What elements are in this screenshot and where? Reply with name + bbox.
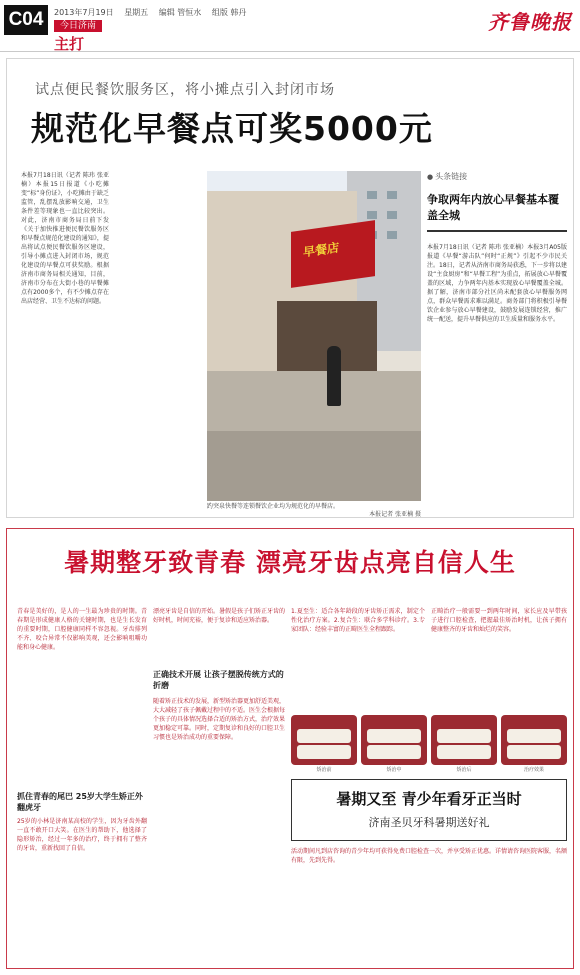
teeth-photo: [361, 715, 427, 765]
teeth-caption: 矫治后: [456, 767, 472, 773]
newspaper-logo: 齐鲁晚报: [488, 10, 572, 34]
teeth-caption: 矫治中: [386, 767, 402, 773]
photo-caption: [207, 503, 421, 519]
ad-column-2b: 随着矫正技术的发展，新型矫治器更加舒适美观，大大减轻了孩子佩戴过程中的不适。医生会根据每个孩子的具体情况选择合适的矫治方式，治疗效果更加稳定可靠。同时，定期复诊和良好的口腔卫生习惯也是矫治成功的重要保障。: [153, 698, 285, 741]
sidebar-divider: [427, 230, 567, 232]
editor-credit: 编辑 管恒水: [158, 8, 202, 17]
photo-shop-sign-text: 早餐店: [303, 240, 340, 260]
promo-body: 活动期间凡到店咨询的青少年均可获得免费口腔检查一次，并享受矫正优惠。详情请咨询医院客服，名额有限，先到先得。: [291, 848, 567, 864]
teeth-photo: [431, 715, 497, 765]
photo-credit: 本报记者 张亚楠 摄: [369, 511, 421, 518]
photo-window: [387, 211, 397, 219]
masthead: [0, 0, 580, 52]
caption-text: 趵突泉快餐等连锁餐饮企业均为规范化的早餐店。: [207, 503, 340, 510]
issue-date: 2013年7月19日: [54, 8, 114, 17]
ad-column-3: 1.夏至生：适合各年龄段的牙齿矫正需求，制定个性化治疗方案。2.复合生：联合多学科诊疗。3.专家团队：经验丰富的正畸医生全程跟踪。: [291, 608, 425, 633]
ad-subhead-1: 抓住青春的尾巴 25岁大学生矫正外翻虎牙: [17, 792, 143, 812]
story-headline: 规范化早餐点可奖5000元: [31, 109, 433, 148]
section-name: 主打: [54, 35, 85, 53]
issue-meta: [54, 7, 254, 18]
dental-advertorial: [6, 528, 574, 969]
photo-window: [367, 191, 377, 199]
teeth-caption: 矫治前: [316, 767, 332, 773]
sidebar-tag: ● 头条链接: [427, 171, 567, 182]
story-kicker: 试点便民餐饮服务区，将小摊点引入封闭市场: [35, 82, 335, 98]
teeth-caption: 治疗效果: [523, 767, 544, 773]
issue-weekday: 星期五: [124, 8, 149, 17]
promo-title: 暑期又至 青少年看牙正当时: [336, 790, 522, 808]
page-code: C04: [4, 5, 48, 35]
promo-subtitle: 济南圣贝牙科暑期送好礼: [368, 816, 490, 829]
ad-column-1: 青春是美好的，是人的一生最为珍贵的时期。青春期是形成健康人格的关键时期，也是生长发育的重要时期，口腔健康同样不容忽视。牙齿排列不齐、咬合异常不仅影响美观，还会影响咀嚼功能和身心健康。: [17, 608, 147, 651]
teeth-photo: [291, 715, 357, 765]
photo-window: [387, 191, 397, 199]
ad-column-1b: 25岁的小林是济南某高校的学生，因为牙齿外翻一直不敢开口大笑。在医生的帮助下，他选择了隐形矫治，经过一年多的治疗，终于拥有了整齐的牙齿，重新找回了自信。: [17, 818, 147, 852]
photo-ground: [207, 431, 421, 501]
sidebar-body: 本报7月18日讯（记者 陈玮 张亚楠）本报3月A05版报道《早餐“游击队”何时“正规”》引起不少市民关注。18日，记者从济南市商务局获悉，下一步将以建设“主食厨房”和“早餐工程”为重点，拓展放心早餐覆盖的区域，力争两年内基本实现放心早餐覆盖全城。据了解，济南市部分社区尚未配套放心早餐服务网点，群众早餐需求难以满足。商务部门将积极引导餐饮企业参与放心早餐建设，鼓励发展连锁经营，推广统一配送，提升早餐供应的卫生质量和服务水平。: [427, 244, 567, 323]
promo-box: [291, 779, 567, 841]
teeth-photo: [501, 715, 567, 765]
story-photo: [207, 171, 421, 501]
ad-column-2: 漂亮牙齿是自信的开始。暑假是孩子们矫正牙齿的好时机，时间充裕，便于复诊和适应矫治器。: [153, 608, 285, 624]
story-column-1: 本报7月18日讯（记者 陈玮 张亚楠）本报15日报道《小吃摊变“标”身份证》，小吃摊由于缺乏监管，乱摆乱放影响交通，卫生条件差等现象也一直比较突出。对此，济南市商务局日前下发《关于加快推进便民餐饮服务区和早餐点规范化建设的通知》，提出将试点便民餐饮服务区建设，引导小摊点进入封闭市场，规范化建设的早餐点可获奖励。根据济南市商务局相关通知，目前，济南市分布在大街小巷的早餐摊点有2000多个，有不少摊点存在出店经营、卫生不达标的问题。: [21, 172, 109, 305]
sidebar-title: 争取两年内放心早餐基本覆盖全城: [427, 193, 559, 222]
layout-credit: 组版 韩丹: [211, 8, 247, 17]
section-tag: 今日济南: [54, 20, 102, 32]
photo-person: [327, 346, 341, 406]
ad-subhead-2: 正确技术开展 让孩子摆脱传统方式的折磨: [153, 670, 284, 690]
photo-window: [367, 211, 377, 219]
ad-column-4: 正畸治疗一般需要一到两年时间，家长应及早带孩子进行口腔检查，把握最佳矫治时机，让孩子拥有健康整齐的牙齿和灿烂的笑容。: [431, 608, 567, 633]
sidebar: [427, 171, 567, 232]
top-story: [6, 58, 574, 518]
photo-window: [387, 231, 397, 239]
ad-headline: 暑期整牙致青春 漂亮牙齿点亮自信人生: [64, 548, 516, 577]
teeth-photos: [291, 715, 567, 773]
